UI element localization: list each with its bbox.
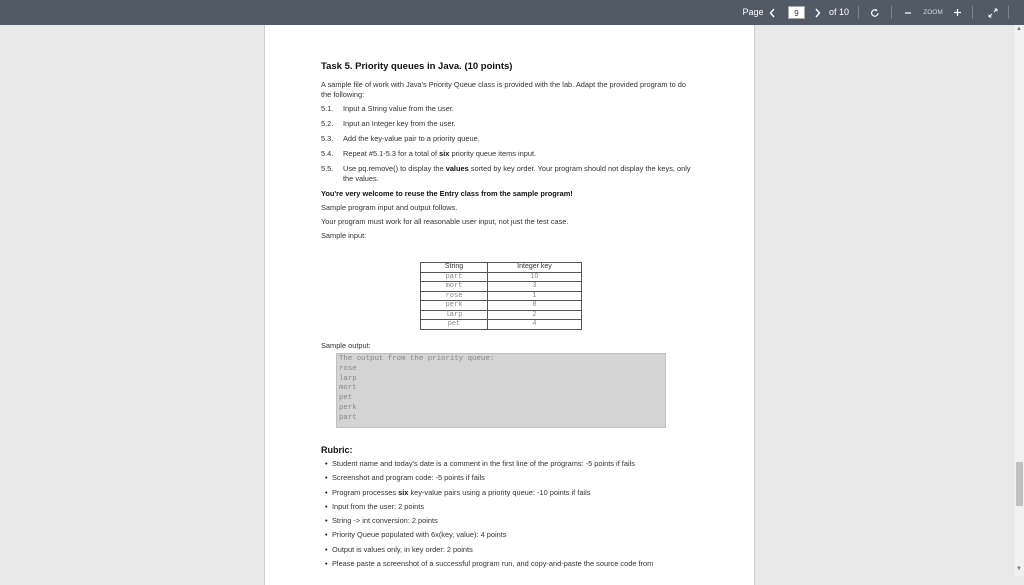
zoom-in-button[interactable] <box>950 0 964 25</box>
page-count: of 10 <box>828 7 850 17</box>
step-number: 5.3. <box>321 133 334 143</box>
table-header: String <box>421 263 488 273</box>
plus-icon <box>953 8 962 17</box>
table-row <box>421 282 582 292</box>
rubric-item <box>325 488 695 498</box>
rubric-item: • Please paste a screenshot of a successful program run, and copy-and-paste the source code from <box>325 559 695 569</box>
table-cell: 3 <box>488 282 582 292</box>
prev-page-button[interactable] <box>766 0 778 25</box>
table-row <box>421 272 582 282</box>
rotate-button[interactable] <box>868 0 882 25</box>
rubric-item: • Priority Queue populated with 6x(key, value): 4 points <box>325 530 695 540</box>
rubric-item: • Screenshot and program code: -5 points if fails <box>325 473 695 483</box>
output-line: perk <box>339 403 357 412</box>
toolbar-divider <box>858 6 859 19</box>
vertical-scrollbar[interactable] <box>1014 25 1024 576</box>
table-header-row <box>421 263 582 273</box>
scroll-up-icon[interactable]: ▲ <box>1016 26 1022 32</box>
toolbar-divider <box>891 6 892 19</box>
table-cell: 8 <box>488 301 582 311</box>
intro-text: A sample file of work with Java's Priority Queue class is provided with the lab. Adapt the provided program to do the following: <box>321 79 686 99</box>
table-row <box>421 301 582 311</box>
table-cell: rose <box>421 291 488 301</box>
rubric-text-bold: six <box>398 487 409 497</box>
expand-icon <box>988 8 998 18</box>
step-text: Input a String value from the user. <box>343 103 454 113</box>
table-cell: perk <box>421 301 488 311</box>
step-text-part: sorted by key order. Your program should not display the keys, only the values. <box>343 163 691 183</box>
rubric-text-part: Program processes <box>332 487 399 497</box>
chevron-left-icon <box>769 8 776 18</box>
step-text-bold: six <box>439 148 450 158</box>
scrollbar-thumb[interactable] <box>1016 462 1023 506</box>
toolbar-divider <box>1008 6 1009 19</box>
sample-follows-text: Sample program input and output follows. <box>321 202 458 212</box>
table-cell: pet <box>421 320 488 330</box>
table-header: Integer key <box>488 263 582 273</box>
sample-input-label: Sample input: <box>321 230 367 240</box>
table-cell: 2 <box>488 310 582 320</box>
sample-output-label: Sample output: <box>321 341 371 350</box>
page-label: Page <box>742 7 764 17</box>
rotate-icon <box>870 8 880 18</box>
welcome-text: You're very welcome to reuse the Entry class from the sample program! <box>321 188 573 198</box>
step-item <box>321 104 691 114</box>
table-cell: larp <box>421 310 488 320</box>
table-row <box>421 320 582 330</box>
table-cell: 4 <box>488 320 582 330</box>
chevron-right-icon <box>814 8 821 18</box>
step-text-part: Use pq.remove() to display the <box>343 163 446 173</box>
sample-input-table <box>420 262 582 330</box>
scroll-down-icon[interactable]: ▼ <box>1016 566 1022 572</box>
minus-icon <box>904 9 912 17</box>
step-text <box>343 164 691 184</box>
step-number: 5.5. <box>321 163 334 173</box>
step-text-part: priority queue items input. <box>449 148 537 158</box>
step-text <box>343 149 536 159</box>
step-item <box>321 164 691 184</box>
page-content <box>321 61 691 568</box>
must-work-text: Your program must work for all reasonable user input, not just the test case. <box>321 216 569 226</box>
table-cell: part <box>421 272 488 282</box>
rubric-list <box>325 459 695 573</box>
step-item <box>321 134 691 144</box>
sample-output-box <box>336 353 666 428</box>
output-line: part <box>339 413 357 422</box>
table-cell: 10 <box>488 272 582 282</box>
rubric-title: Rubric: <box>321 445 353 455</box>
step-text: Add the key-value pair to a priority queue. <box>343 133 480 143</box>
step-text: Input an Integer key from the user. <box>343 118 456 128</box>
table-cell: mort <box>421 282 488 292</box>
rubric-item: • Student name and today's date is a comment in the first line of the programs: -5 points if fails <box>325 459 695 469</box>
page-number-input[interactable]: 9 <box>788 6 805 19</box>
step-item <box>321 149 691 159</box>
output-line: rose <box>339 364 357 373</box>
step-text-bold: values <box>445 163 469 173</box>
output-line: The output from the priority queue: <box>339 355 495 363</box>
output-line: mort <box>339 384 357 393</box>
step-item <box>321 119 691 129</box>
pdf-page <box>264 25 755 585</box>
toolbar-divider <box>972 6 973 19</box>
step-number: 5.4. <box>321 148 334 158</box>
rubric-item: • Output is values only, in key order: 2 points <box>325 545 695 555</box>
zoom-label: ZOOM <box>923 9 943 16</box>
step-text-part: Repeat #5.1-5.3 for a total of <box>343 148 440 158</box>
output-line: larp <box>339 374 357 383</box>
next-page-button[interactable] <box>811 0 823 25</box>
step-number: 5.2. <box>321 118 334 128</box>
table-row <box>421 310 582 320</box>
table-cell: 1 <box>488 291 582 301</box>
zoom-out-button[interactable] <box>901 0 915 25</box>
rubric-item: • Input from the user: 2 points <box>325 502 695 512</box>
rubric-text-part: key-value pairs using a priority queue: -10 points if fails <box>408 487 591 497</box>
table-row <box>421 291 582 301</box>
rubric-item: • String -> int conversion: 2 points <box>325 516 695 526</box>
pdf-toolbar <box>0 0 1024 25</box>
output-line: pet <box>339 394 353 403</box>
fullscreen-button[interactable] <box>986 0 1000 25</box>
task-title: Task 5. Priority queues in Java. (10 points) <box>321 61 513 72</box>
step-number: 5.1. <box>321 103 334 113</box>
